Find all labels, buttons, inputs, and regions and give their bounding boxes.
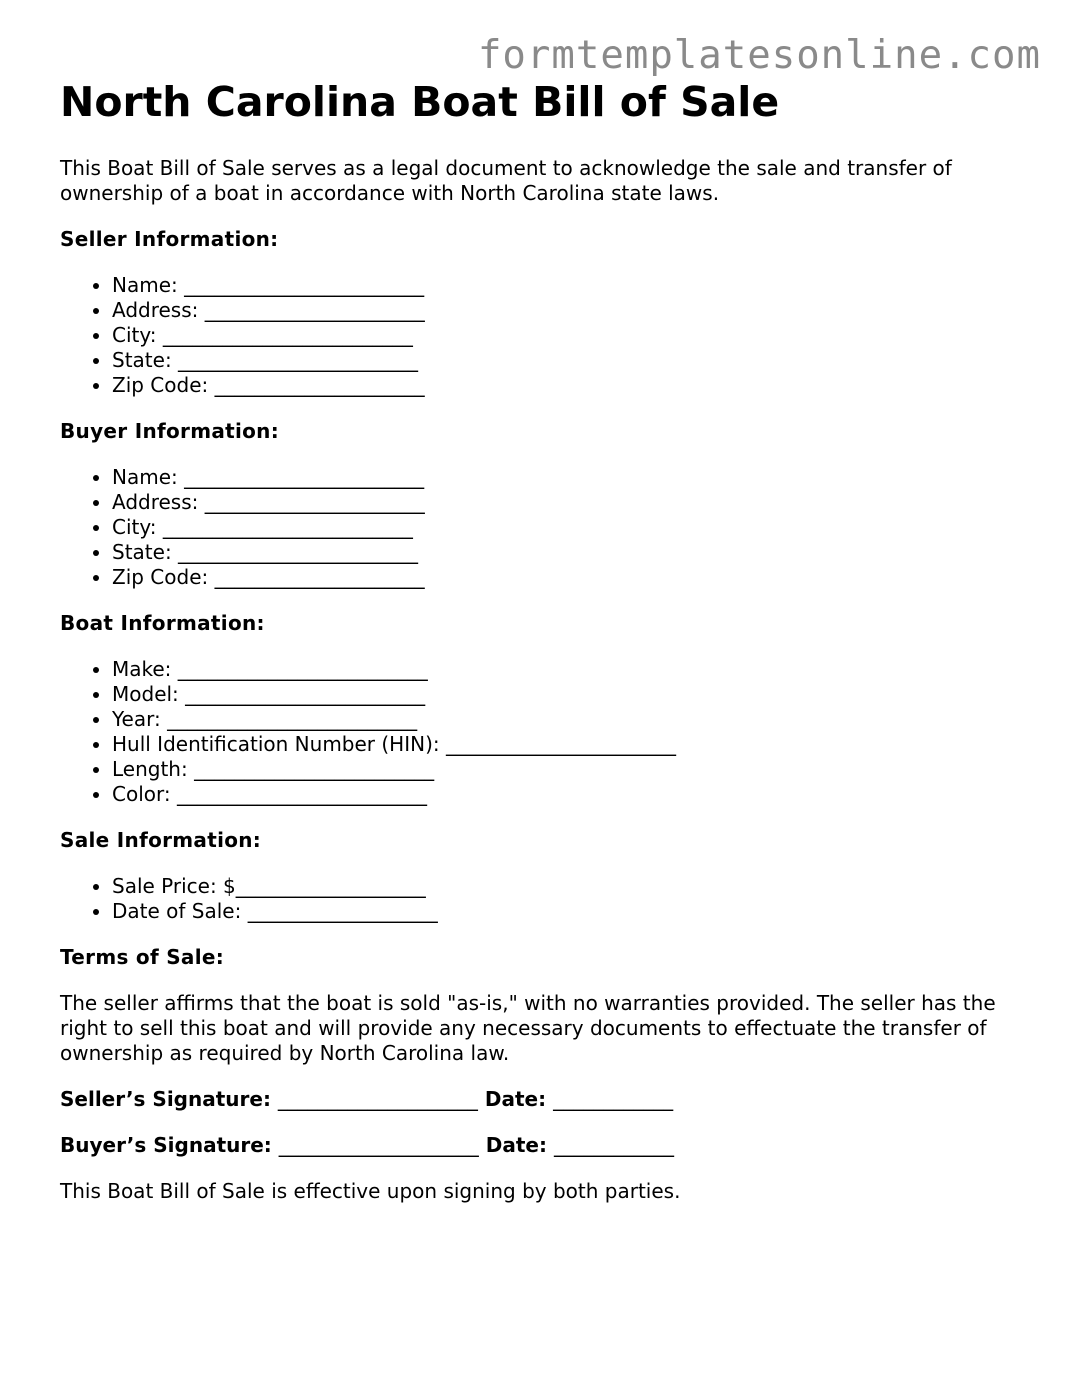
boat-make-field[interactable]: • Make: _________________________ — [112, 657, 1020, 682]
page-title: North Carolina Boat Bill of Sale — [60, 78, 780, 126]
sale-section-heading: Sale Information: — [60, 828, 262, 852]
seller-state-field[interactable]: • State: ________________________ — [112, 348, 1020, 373]
buyer-city-field[interactable]: • City: _________________________ — [112, 515, 1020, 540]
seller-fields-list — [60, 273, 1020, 398]
buyer-signature-line — [60, 1133, 1020, 1158]
buyer-address-field[interactable]: • Address: ______________________ — [112, 490, 1020, 515]
boat-color-field[interactable]: • Color: _________________________ — [112, 782, 1020, 807]
seller-date-label: Date: — [484, 1087, 547, 1111]
buyer-signature-label: Buyer’s Signature: — [60, 1133, 272, 1157]
terms-paragraph: The seller affirms that the boat is sold "as-is," with no warranties provided. The seller has the right to sell this boat and will provide any necessary documents to effectuate the transfer of ownership as required by North Carolina law. — [60, 991, 996, 1065]
boat-hin-field[interactable]: • Hull Identification Number (HIN): _______________________ — [112, 732, 1020, 757]
seller-section-heading: Seller Information: — [60, 227, 279, 251]
terms-section-heading: Terms of Sale: — [60, 945, 225, 969]
closing-statement: This Boat Bill of Sale is effective upon signing by both parties. — [60, 1179, 681, 1203]
sale-date-field[interactable]: • Date of Sale: ___________________ — [112, 899, 1020, 924]
seller-city-field[interactable]: • City: _________________________ — [112, 323, 1020, 348]
seller-date-field[interactable]: ____________ — [553, 1087, 674, 1111]
buyer-signature-field[interactable]: ____________________ — [278, 1133, 479, 1157]
buyer-fields-list — [60, 465, 1020, 590]
watermark: formtemplatesonline.com — [477, 33, 1041, 78]
buyer-name-field[interactable]: • Name: ________________________ — [112, 465, 1020, 490]
boat-fields-list — [60, 657, 1020, 807]
seller-signature-label: Seller’s Signature: — [60, 1087, 271, 1111]
buyer-zip-field[interactable]: • Zip Code: _____________________ — [112, 565, 1020, 590]
boat-length-field[interactable]: • Length: ________________________ — [112, 757, 1020, 782]
document-body — [60, 78, 1020, 1204]
boat-section-heading: Boat Information: — [60, 611, 265, 635]
sale-fields-list — [60, 874, 1020, 924]
boat-model-field[interactable]: • Model: ________________________ — [112, 682, 1020, 707]
buyer-section-heading: Buyer Information: — [60, 419, 280, 443]
intro-paragraph: This Boat Bill of Sale serves as a legal document to acknowledge the sale and transfer of ownership of a boat in accordance with North Carolina state laws. — [60, 156, 952, 205]
seller-name-field[interactable]: • Name: ________________________ — [112, 273, 1020, 298]
seller-zip-field[interactable]: • Zip Code: _____________________ — [112, 373, 1020, 398]
sale-price-field[interactable]: • Sale Price: $___________________ — [112, 874, 1020, 899]
seller-signature-field[interactable]: ____________________ — [277, 1087, 478, 1111]
buyer-date-label: Date: — [485, 1133, 547, 1157]
boat-year-field[interactable]: • Year: _________________________ — [112, 707, 1020, 732]
buyer-state-field[interactable]: • State: ________________________ — [112, 540, 1020, 565]
seller-address-field[interactable]: • Address: ______________________ — [112, 298, 1020, 323]
buyer-date-field[interactable]: ____________ — [553, 1133, 674, 1157]
seller-signature-line — [60, 1087, 1020, 1112]
